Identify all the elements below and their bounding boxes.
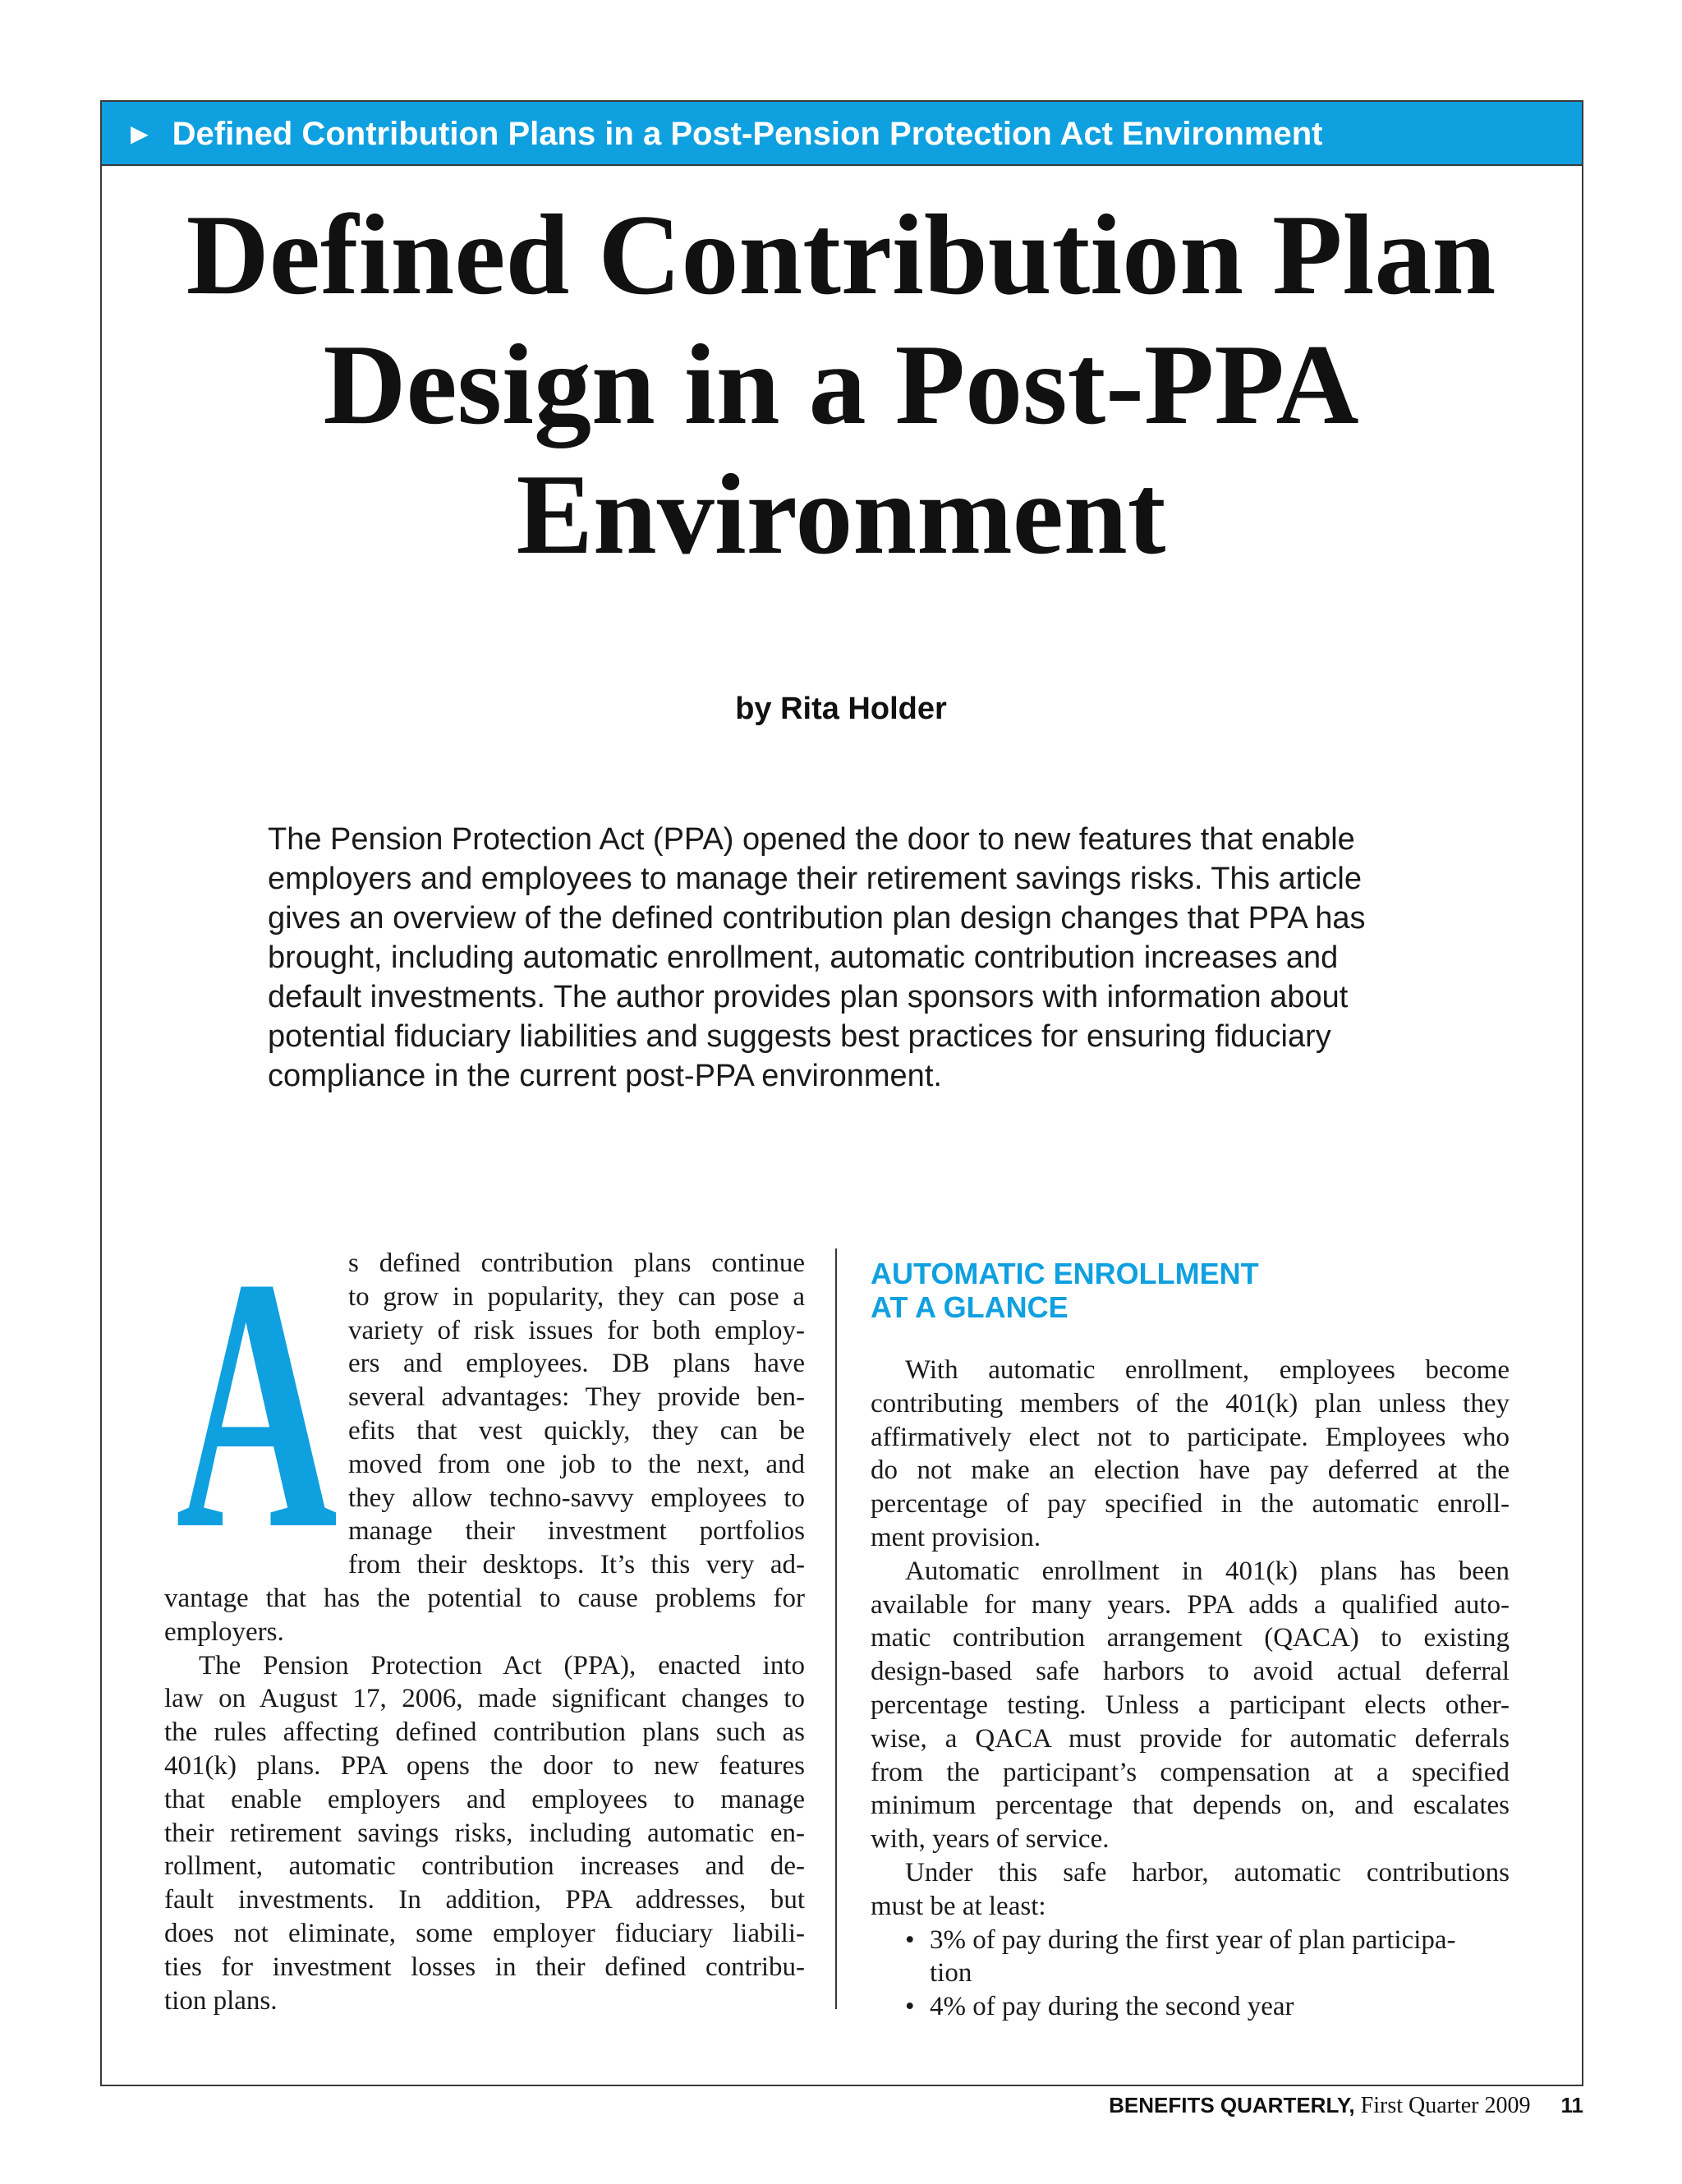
abstract-line: gives an overview of the defined contribution plan design changes that PPA has <box>268 901 1366 936</box>
section-banner <box>102 102 1582 166</box>
list-item <box>871 1990 1510 2024</box>
byline: by Rita Holder <box>735 692 947 726</box>
abstract-line: employers and employees to manage their retirement savings risks. This article <box>268 862 1362 896</box>
title-line: Design in a Post-PPA <box>323 321 1359 448</box>
body-line: With automatic enrollment, employees become <box>905 1355 1510 1385</box>
column-divider <box>835 1248 837 2009</box>
right-column <box>871 1354 1510 2024</box>
bullet-icon: • <box>905 1924 915 1955</box>
body-line: 401(k) plans. PPA opens the door to new features <box>164 1750 805 1781</box>
body-line: design-based safe harbors to avoid actual deferral <box>871 1657 1510 1687</box>
page-number: 11 <box>1560 2093 1583 2117</box>
abstract-line: potential fiduciary liabilities and suggests best practices for ensuring fiduciary <box>268 1019 1331 1054</box>
body-line: available for many years. PPA adds a qualified auto- <box>871 1589 1510 1620</box>
body-line: to grow in popularity, they can pose a <box>348 1281 805 1312</box>
page-footer <box>1109 2093 1583 2119</box>
body-line: percentage of pay specified in the automatic enroll- <box>871 1489 1510 1520</box>
body-line: from their desktops. It’s this very ad- <box>348 1550 805 1580</box>
banner-text: Defined Contribution Plans in a Post-Pension Protection Act Environment <box>172 116 1323 152</box>
body-line: variety of risk issues for both employ- <box>348 1315 805 1345</box>
issue-date: First Quarter 2009 <box>1360 2093 1531 2118</box>
section-heading <box>871 1257 1495 1324</box>
body-line: fault investments. In addition, PPA addresses, but <box>164 1885 805 1915</box>
body-line: ment provision. <box>871 1522 1041 1552</box>
body-line: affirmatively elect not to participate. Employees who <box>871 1422 1510 1452</box>
body-line: contributing members of the 401(k) plan unless they <box>871 1388 1510 1418</box>
list-item-text: 4% of pay during the second year <box>930 1992 1294 2022</box>
heading-line: AUTOMATIC ENROLLMENT <box>871 1257 1259 1290</box>
list-item-text: 3% of pay during the first year of plan participa- <box>930 1924 1456 1955</box>
body-line: percentage testing. Unless a participant elects other- <box>871 1690 1510 1720</box>
body-line: efits that vest quickly, they can be <box>348 1415 805 1446</box>
body-line: vantage that has the potential to cause problems for <box>164 1583 805 1613</box>
list-item <box>871 1924 1510 1957</box>
body-line: the rules affecting defined contribution plans such as <box>164 1717 805 1748</box>
body-line: tion plans. <box>164 1985 278 2016</box>
body-line: does not eliminate, some employer fiduciary liabili- <box>164 1918 805 1948</box>
abstract-line: The Pension Protection Act (PPA) opened the door to new features that enable <box>268 822 1355 857</box>
play-arrow-icon: ► <box>125 117 154 150</box>
body-line: ties for investment losses in their defined contribu- <box>164 1952 805 1982</box>
drop-cap: A <box>176 1204 338 1604</box>
abstract-line: compliance in the current post-PPA environment. <box>268 1059 942 1093</box>
body-line: Automatic enrollment in 401(k) plans has been <box>905 1556 1510 1586</box>
article-title <box>0 191 1682 580</box>
body-line: from the participant’s compensation at a specified <box>871 1757 1510 1787</box>
body-line: law on August 17, 2006, made significant changes to <box>164 1684 805 1714</box>
body-line: Under this safe harbor, automatic contributions <box>905 1857 1510 1887</box>
left-column <box>164 1247 805 2017</box>
bullet-icon: • <box>905 1992 915 2022</box>
body-line: several advantages: They provide ben- <box>348 1382 805 1413</box>
title-line: Environment <box>516 451 1166 578</box>
heading-line: AT A GLANCE <box>871 1290 1068 1324</box>
body-line: ers and employees. DB plans have <box>348 1349 805 1379</box>
body-line: their retirement savings risks, including automatic en- <box>164 1818 805 1848</box>
body-line: s defined contribution plans continue <box>348 1248 805 1278</box>
body-line: matic contribution arrangement (QACA) to existing <box>871 1623 1510 1653</box>
title-line: Defined Contribution Plan <box>186 191 1496 319</box>
body-line: must be at least: <box>871 1891 1046 1921</box>
body-line: rollment, automatic contribution increases and de- <box>164 1851 805 1882</box>
abstract-line: default investments. The author provides plan sponsors with information about <box>268 980 1349 1014</box>
body-line: moved from one job to the next, and <box>348 1449 805 1479</box>
body-line: The Pension Protection Act (PPA), enacted into <box>199 1650 805 1681</box>
body-line: that enable employers and employees to manage <box>164 1784 805 1814</box>
body-line: with, years of service. <box>871 1824 1110 1855</box>
abstract-line: brought, including automatic enrollment, automatic contribution increases and <box>268 940 1339 975</box>
body-line: manage their investment portfolios <box>348 1516 805 1547</box>
journal-name: BENEFITS QUARTERLY, <box>1109 2093 1355 2117</box>
body-line: they allow techno-savvy employees to <box>348 1483 805 1513</box>
body-line: employers. <box>164 1616 284 1647</box>
body-line: do not make an election have pay deferred at the <box>871 1455 1510 1486</box>
abstract <box>268 820 1418 1096</box>
list-item-continuation: tion <box>930 1958 972 1989</box>
body-line: minimum percentage that depends on, and escalates <box>871 1791 1510 1821</box>
body-line: wise, a QACA must provide for automatic deferrals <box>871 1723 1510 1754</box>
